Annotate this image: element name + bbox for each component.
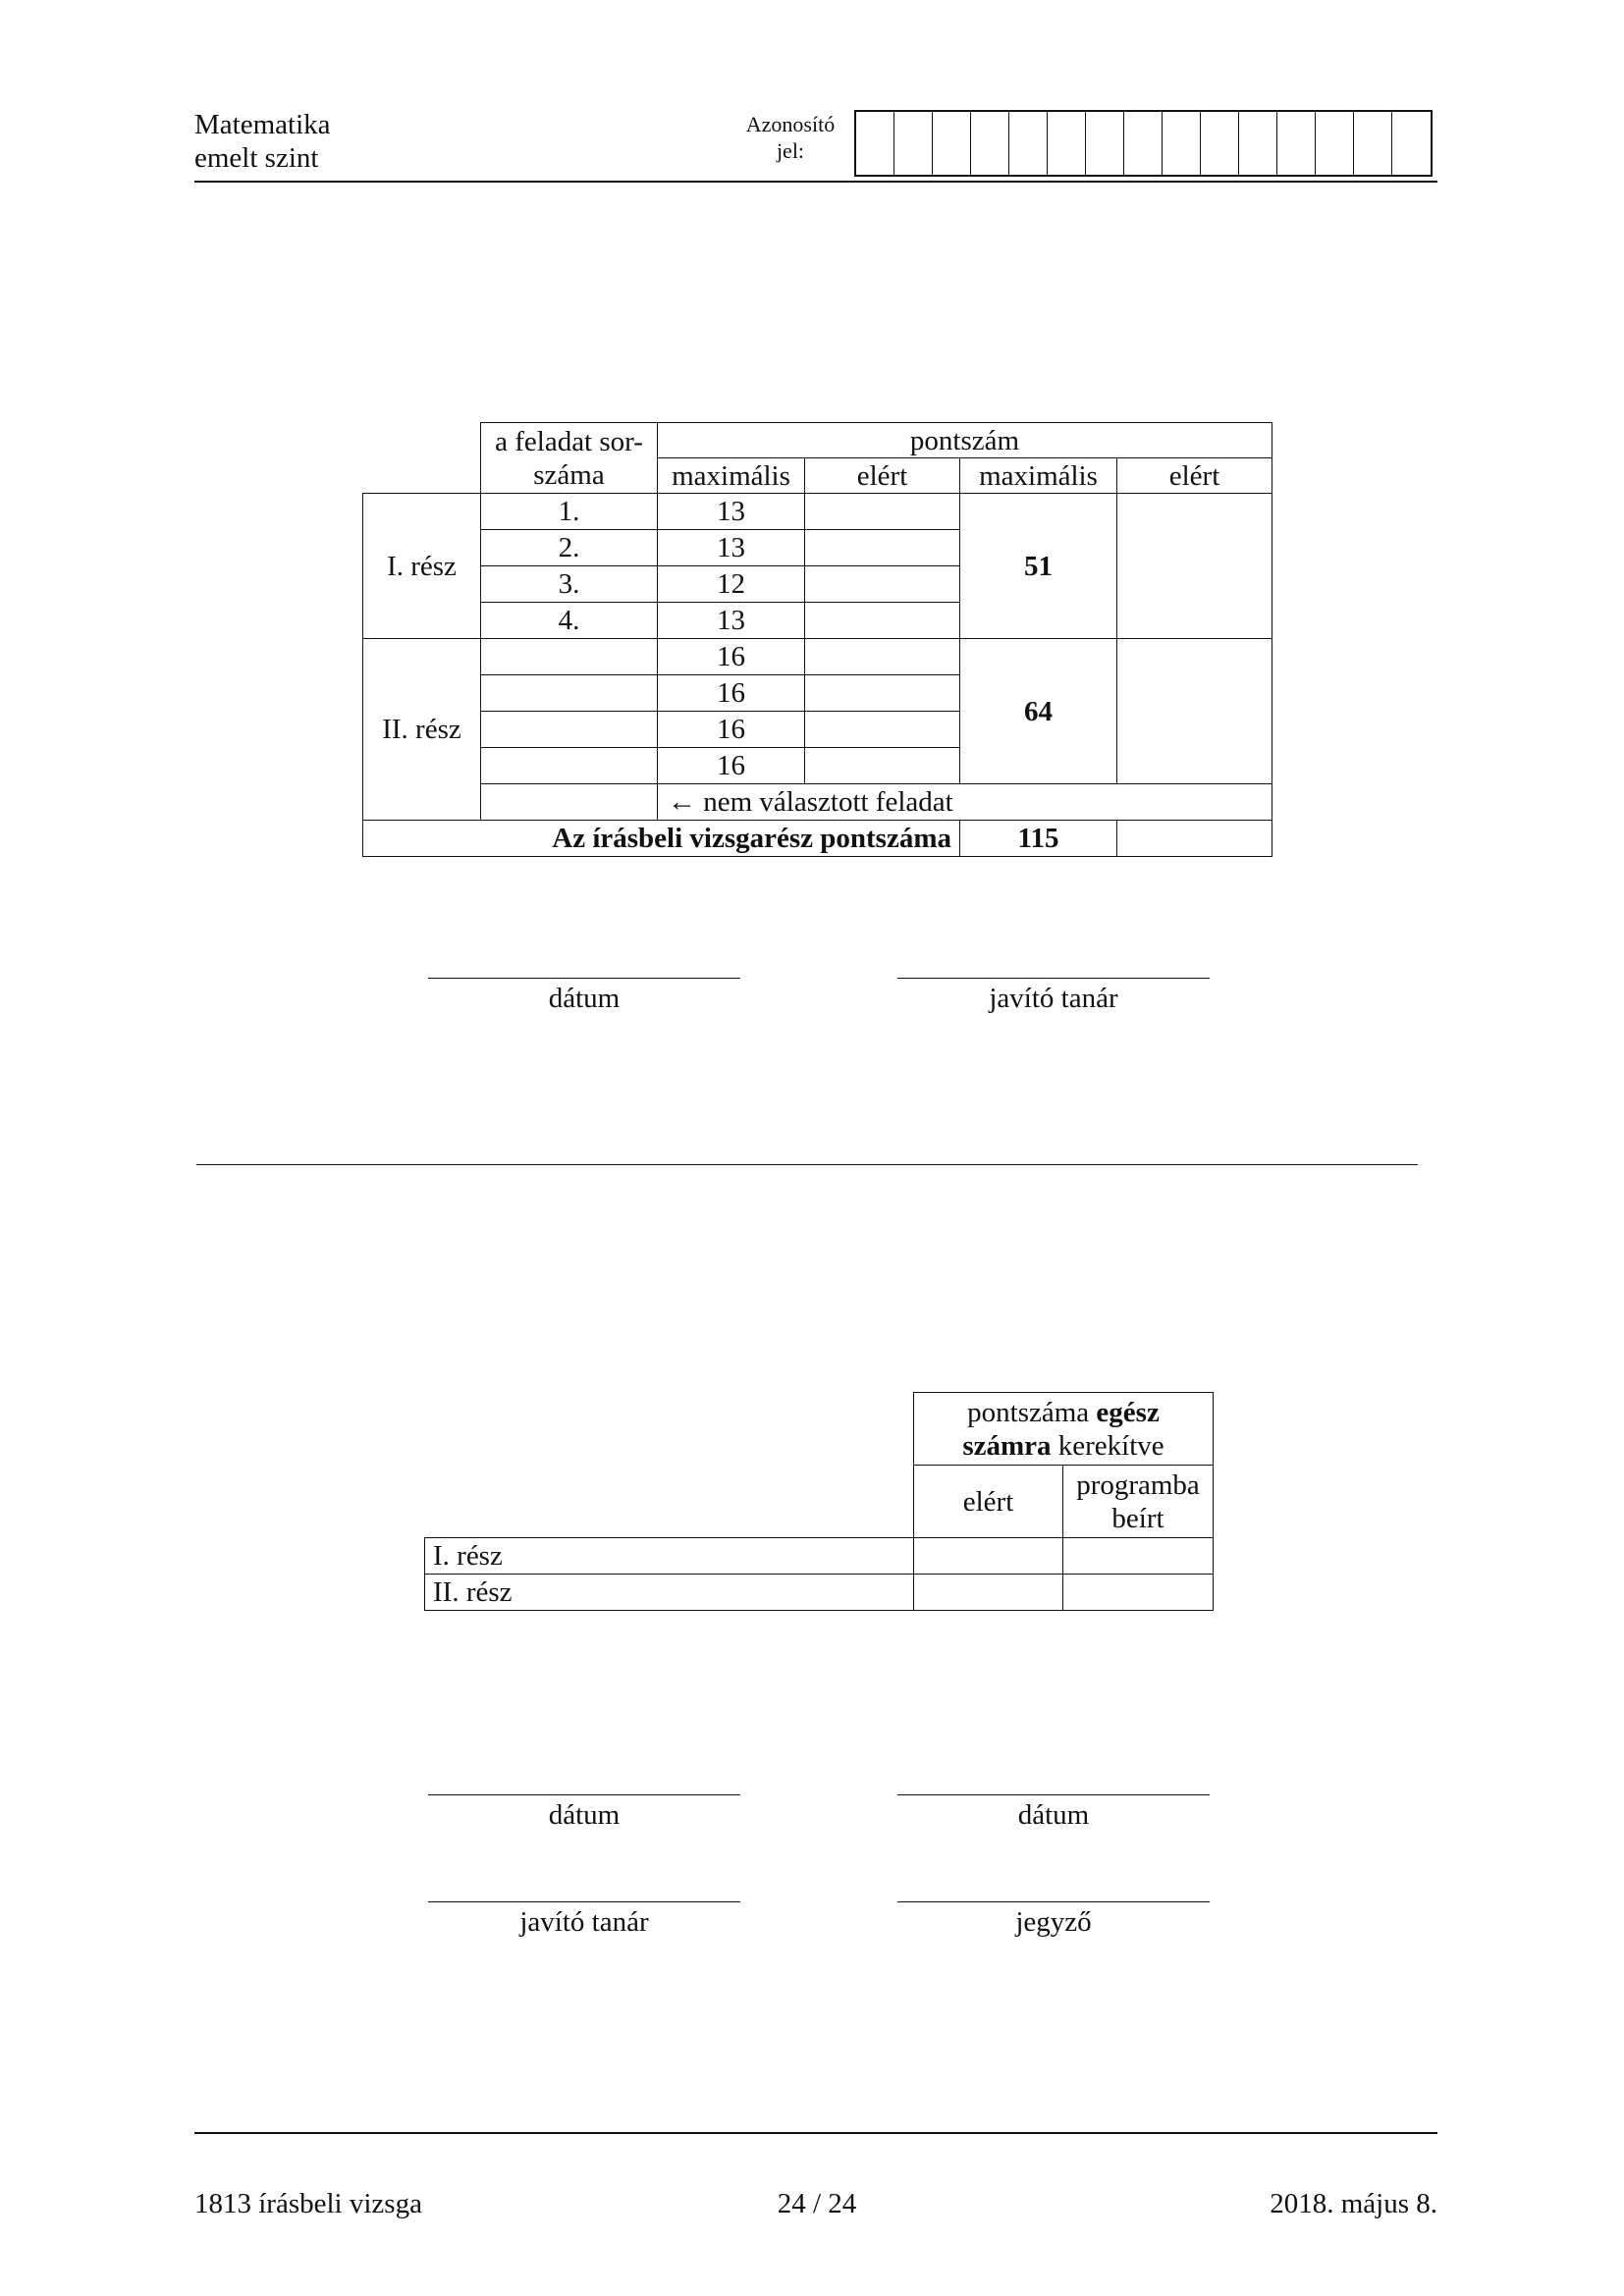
notary-signature-line[interactable] — [897, 1901, 1210, 1902]
score-table — [362, 422, 1272, 857]
empty-corner — [425, 1393, 914, 1466]
id-code-box[interactable] — [1316, 112, 1354, 175]
footer-rule — [194, 2132, 1437, 2134]
date-label: dátum — [548, 983, 621, 1014]
task-number-cell[interactable] — [481, 712, 658, 748]
id-code-box[interactable] — [1009, 112, 1048, 175]
id-code-box[interactable] — [1163, 112, 1201, 175]
row-part2-label: II. rész — [425, 1575, 914, 1611]
header-bold-1: egész — [1096, 1396, 1160, 1428]
max-points: 16 — [658, 639, 805, 675]
header-rule — [194, 181, 1437, 183]
part1-achieved-cell[interactable] — [914, 1538, 1063, 1575]
total-achieved-cell[interactable] — [1117, 821, 1272, 857]
header-text-1: pontszáma — [967, 1396, 1097, 1428]
achieved-points-cell[interactable] — [805, 530, 960, 566]
task-number: 3. — [481, 566, 658, 603]
id-label — [727, 111, 854, 164]
max-total-header: maximális — [960, 458, 1117, 494]
achieved-points-cell[interactable] — [805, 748, 960, 784]
subject-line-1: Matematika — [194, 109, 331, 140]
not-chosen-note: ← nem választott feladat — [658, 784, 1272, 821]
id-code-box[interactable] — [1124, 112, 1163, 175]
part2-program-cell[interactable] — [1063, 1575, 1214, 1611]
page-number: 24 / 24 — [777, 2188, 857, 2219]
date-label-2: dátum — [1017, 1799, 1090, 1831]
program-line-2: beírt — [1111, 1502, 1164, 1534]
rounded-points-header — [914, 1393, 1214, 1466]
id-code-box[interactable] — [1201, 112, 1239, 175]
header-text-2: kerekítve — [1051, 1429, 1164, 1462]
part1-program-cell[interactable] — [1063, 1538, 1214, 1575]
task-number-cell[interactable] — [481, 748, 658, 784]
teacher-signature-line[interactable] — [897, 978, 1210, 979]
part1-label: I. rész — [363, 494, 481, 639]
task-number-header — [481, 423, 658, 494]
not-chosen-task-cell[interactable] — [481, 784, 658, 821]
id-code-box[interactable] — [894, 112, 933, 175]
part2-achieved-cell[interactable] — [914, 1575, 1063, 1611]
section-divider — [196, 1164, 1418, 1165]
task-number-cell[interactable] — [481, 639, 658, 675]
program-line-1: programba — [1076, 1468, 1200, 1501]
id-code-box[interactable] — [1086, 112, 1124, 175]
empty-corner-2 — [425, 1466, 914, 1538]
part2-max-total: 64 — [960, 639, 1117, 784]
max-points: 13 — [658, 494, 805, 530]
subject-title — [194, 108, 331, 175]
id-code-box[interactable] — [1354, 112, 1392, 175]
date-signature-line-2[interactable] — [897, 1794, 1210, 1795]
empty-corner — [363, 423, 481, 458]
exam-date: 2018. május 8. — [1270, 2188, 1437, 2219]
achieved-total-header: elért — [1117, 458, 1272, 494]
id-code-box[interactable] — [1392, 112, 1431, 175]
header-bold-2: számra — [962, 1429, 1052, 1462]
achieved-points-cell[interactable] — [805, 603, 960, 639]
part1-achieved-total-cell[interactable] — [1117, 494, 1272, 639]
part2-achieved-total-cell[interactable] — [1117, 639, 1272, 784]
date-label: dátum — [548, 1799, 621, 1831]
task-number: 1. — [481, 494, 658, 530]
max-points: 16 — [658, 748, 805, 784]
achieved-points-cell[interactable] — [805, 639, 960, 675]
task-header-line-1: a feladat sor- — [495, 425, 643, 457]
id-code-box[interactable] — [1277, 112, 1316, 175]
id-code-box[interactable] — [856, 112, 894, 175]
id-code-boxes[interactable] — [854, 110, 1433, 177]
max-points: 12 — [658, 566, 805, 603]
rounded-points-table — [424, 1392, 1214, 1611]
max-points: 13 — [658, 530, 805, 566]
part1-max-total: 51 — [960, 494, 1117, 639]
id-label-line-2: jel: — [776, 138, 805, 163]
id-code-box[interactable] — [971, 112, 1009, 175]
achieved-header: elért — [914, 1466, 1063, 1538]
total-max-value: 115 — [960, 821, 1117, 857]
id-label-line-1: Azonosító — [745, 112, 836, 136]
id-code-box[interactable] — [1048, 112, 1086, 175]
program-entered-header — [1063, 1466, 1214, 1538]
id-code-box[interactable] — [1239, 112, 1277, 175]
date-signature-line[interactable] — [428, 978, 740, 979]
task-number-cell[interactable] — [481, 675, 658, 712]
max-points: 13 — [658, 603, 805, 639]
task-number: 4. — [481, 603, 658, 639]
achieved-points-cell[interactable] — [805, 494, 960, 530]
teacher-label: javító tanár — [519, 1906, 649, 1938]
achieved-points-cell[interactable] — [805, 712, 960, 748]
max-header: maximális — [658, 458, 805, 494]
total-label: Az írásbeli vizsgarész pontszáma — [363, 821, 960, 857]
teacher-label: javító tanár — [989, 983, 1118, 1014]
notary-label: jegyző — [1015, 1906, 1092, 1938]
achieved-points-cell[interactable] — [805, 675, 960, 712]
date-signature-line[interactable] — [428, 1794, 740, 1795]
points-header: pontszám — [658, 423, 1272, 458]
achieved-header: elért — [805, 458, 960, 494]
teacher-signature-line[interactable] — [428, 1901, 740, 1902]
task-number: 2. — [481, 530, 658, 566]
task-header-line-2: száma — [533, 458, 605, 491]
row-part1-label: I. rész — [425, 1538, 914, 1575]
max-points: 16 — [658, 675, 805, 712]
achieved-points-cell[interactable] — [805, 566, 960, 603]
id-code-box[interactable] — [933, 112, 971, 175]
empty-corner-2 — [363, 458, 481, 494]
subject-line-2: emelt szint — [194, 142, 319, 174]
exam-code: 1813 írásbeli vizsga — [194, 2188, 422, 2219]
part2-label: II. rész — [363, 639, 481, 821]
max-points: 16 — [658, 712, 805, 748]
